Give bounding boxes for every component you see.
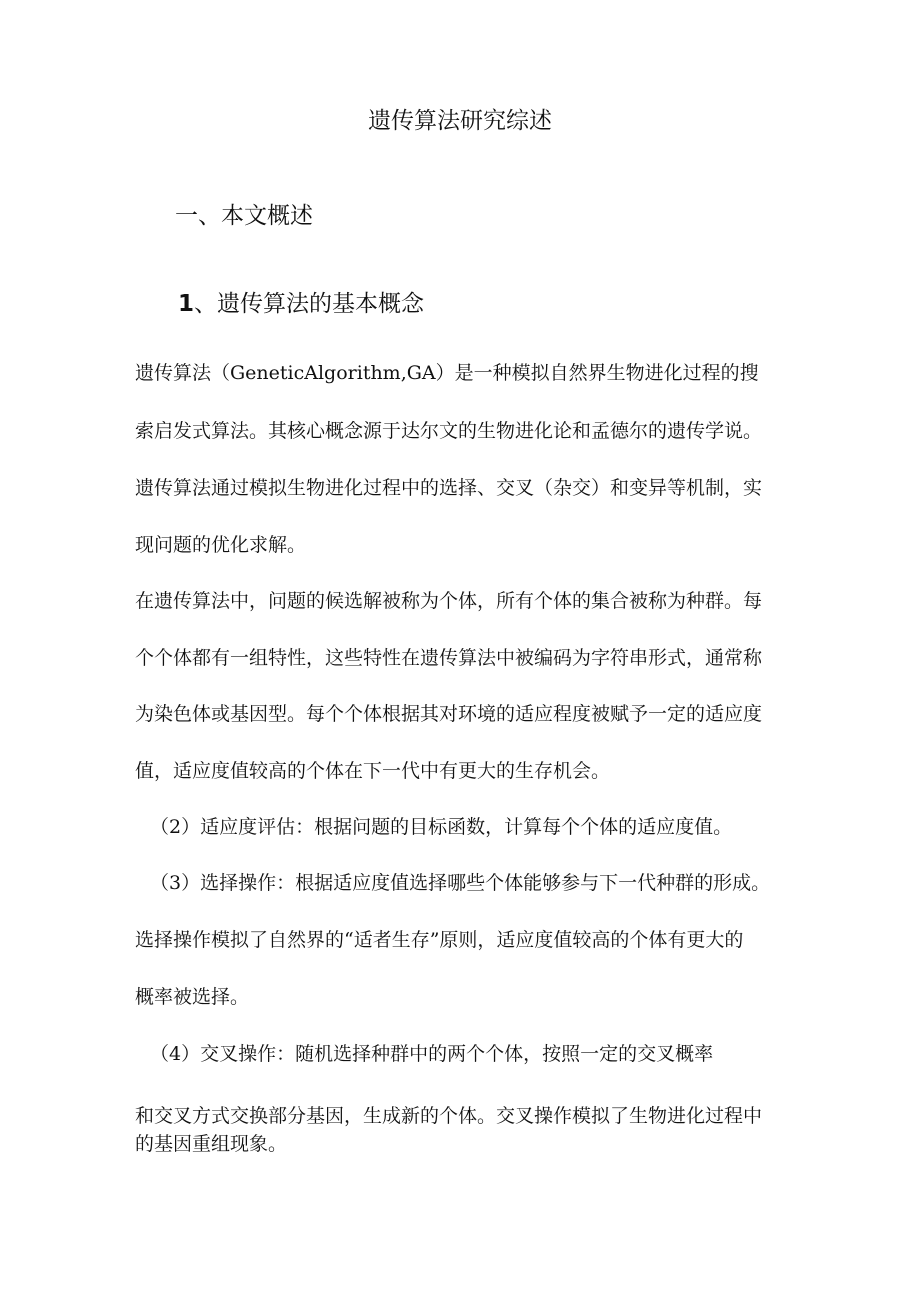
section-heading: 一、本文概述 xyxy=(175,203,313,229)
body-line: 概率被选择。 xyxy=(135,986,250,1008)
list-item: （2）适应度评估：根据问题的目标函数，计算每个个体的适应度值。 xyxy=(150,816,733,838)
document-title: 遗传算法研究综述 xyxy=(368,108,552,134)
subsection-heading xyxy=(178,289,424,319)
list-item: （3）选择操作：根据适应度值选择哪些个体能够参与下一代种群的形成。 xyxy=(150,872,771,894)
body-line: 遗传算法通过模拟生物进化过程中的选择、交叉（杂交）和变异等机制，实 xyxy=(135,477,763,499)
list-item: （4）交叉操作：随机选择种群中的两个个体，按照一定的交叉概率 xyxy=(150,1043,714,1065)
body-line: 遗传算法（GeneticAlgorithm,GA）是一种模拟自然界生物进化过程的搜 xyxy=(135,362,759,384)
body-line: 的基因重组现象。 xyxy=(135,1133,288,1155)
body-line: 现问题的优化求解。 xyxy=(135,534,307,556)
subsection-title: 、遗传算法的基本概念 xyxy=(194,291,425,317)
body-line: 为染色体或基因型。每个个体根据其对环境的适应程度被赋予一定的适应度 xyxy=(135,703,763,725)
subsection-number: 1 xyxy=(178,291,195,317)
body-line: 和交叉方式交换部分基因，生成新的个体。交叉操作模拟了生物进化过程中 xyxy=(135,1105,763,1127)
body-line: 值，适应度值较高的个体在下一代中有更大的生存机会。 xyxy=(135,760,611,782)
body-line: 选择操作模拟了自然界的“适者生存”原则，适应度值较高的个体有更大的 xyxy=(135,929,744,951)
body-line: 个个体都有一组特性，这些特性在遗传算法中被编码为字符串形式，通常称 xyxy=(135,647,763,669)
body-line: 在遗传算法中，问题的候选解被称为个体，所有个体的集合被称为种群。每 xyxy=(135,590,763,612)
body-line: 索启发式算法。其核心概念源于达尔文的生物进化论和孟德尔的遗传学说。 xyxy=(135,420,763,442)
